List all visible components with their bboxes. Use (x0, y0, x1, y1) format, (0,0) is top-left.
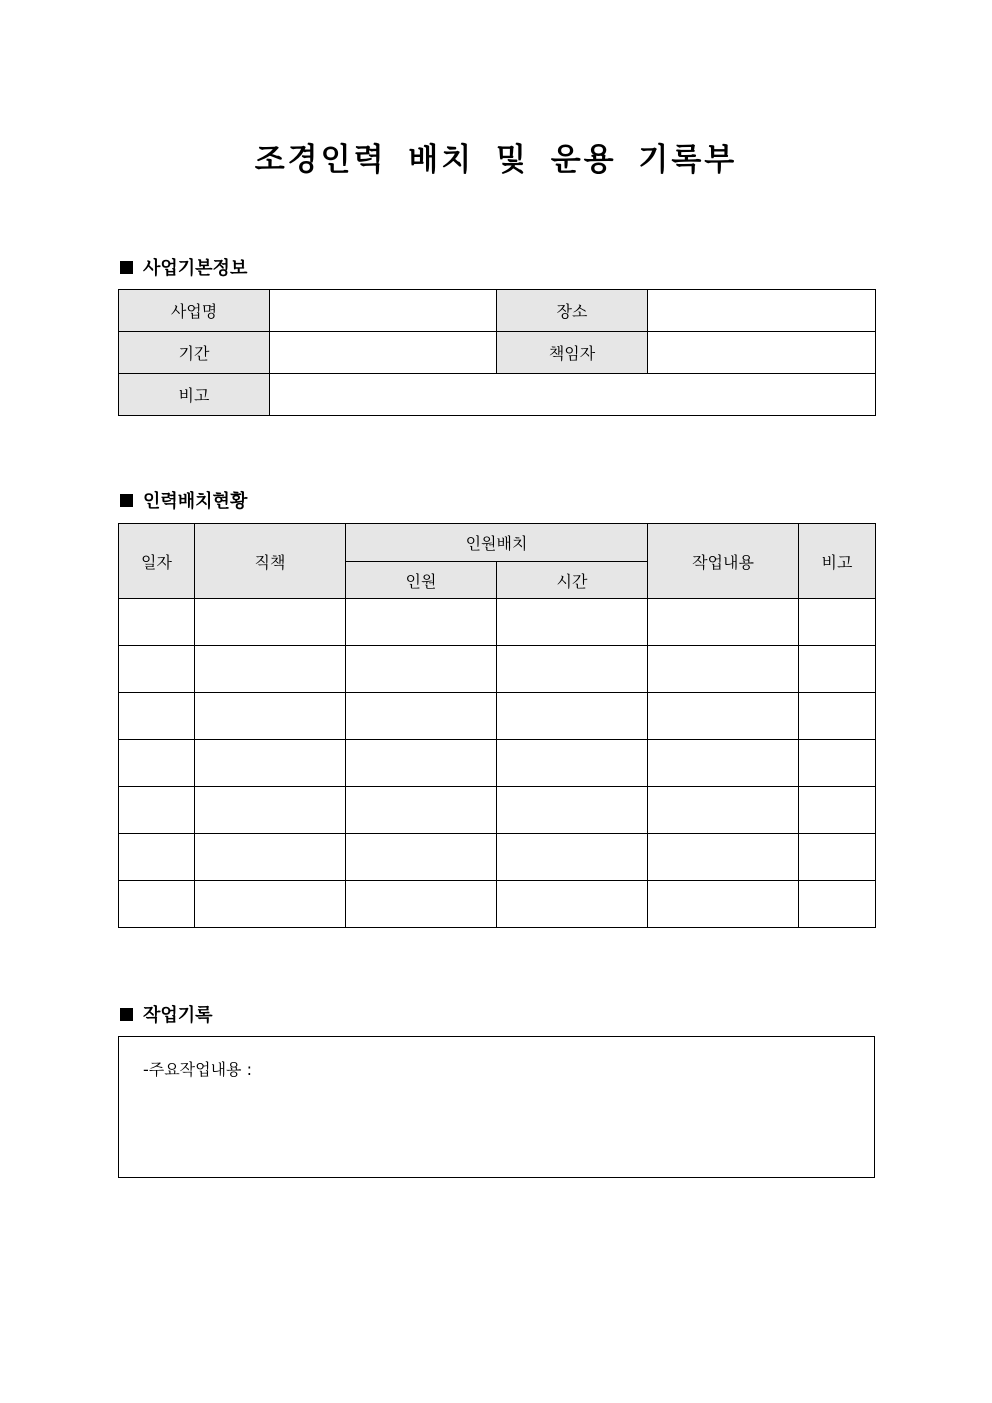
column-header-remarks: 비고 (799, 524, 876, 599)
remarks-field[interactable] (270, 374, 876, 416)
headcount-cell[interactable] (346, 787, 497, 834)
square-bullet-icon (120, 494, 133, 507)
position-cell[interactable] (195, 599, 346, 646)
column-header-date: 일자 (119, 524, 195, 599)
table-row (119, 374, 876, 416)
basic-info-table (118, 289, 876, 416)
remarks-cell[interactable] (799, 693, 876, 740)
headcount-cell[interactable] (346, 693, 497, 740)
column-header-position: 직책 (195, 524, 346, 599)
column-header-work-content: 작업내용 (648, 524, 799, 599)
work-content-cell[interactable] (648, 881, 799, 928)
position-cell[interactable] (195, 881, 346, 928)
table-row (119, 290, 876, 332)
column-header-assignment: 인원배치 (346, 524, 648, 562)
headcount-cell[interactable] (346, 599, 497, 646)
column-header-time: 시간 (497, 562, 648, 599)
time-cell[interactable] (497, 834, 648, 881)
remarks-cell[interactable] (799, 599, 876, 646)
section-heading-work-record (120, 1001, 213, 1027)
table-row (119, 787, 876, 834)
headcount-cell[interactable] (346, 881, 497, 928)
position-cell[interactable] (195, 787, 346, 834)
label-manager: 책임자 (497, 332, 648, 374)
label-project-name: 사업명 (119, 290, 270, 332)
remarks-cell[interactable] (799, 787, 876, 834)
project-name-field[interactable] (270, 290, 497, 332)
time-cell[interactable] (497, 693, 648, 740)
main-work-label: -주요작업내용 : (143, 1060, 252, 1079)
square-bullet-icon (120, 1008, 133, 1021)
work-content-cell[interactable] (648, 834, 799, 881)
headcount-cell[interactable] (346, 740, 497, 787)
time-cell[interactable] (497, 599, 648, 646)
square-bullet-icon (120, 261, 133, 274)
position-cell[interactable] (195, 834, 346, 881)
work-content-cell[interactable] (648, 599, 799, 646)
section-heading-staffing (120, 487, 247, 513)
remarks-cell[interactable] (799, 740, 876, 787)
table-row (119, 332, 876, 374)
label-period: 기간 (119, 332, 270, 374)
label-remarks: 비고 (119, 374, 270, 416)
column-header-headcount: 인원 (346, 562, 497, 599)
section-heading-label: 작업기록 (143, 1005, 213, 1026)
table-row (119, 834, 876, 881)
date-cell[interactable] (119, 599, 195, 646)
work-content-cell[interactable] (648, 693, 799, 740)
manager-field[interactable] (648, 332, 876, 374)
headcount-cell[interactable] (346, 646, 497, 693)
label-location: 장소 (497, 290, 648, 332)
headcount-cell[interactable] (346, 834, 497, 881)
table-row (119, 881, 876, 928)
date-cell[interactable] (119, 740, 195, 787)
work-record-box[interactable] (118, 1036, 875, 1178)
section-heading-basic-info (120, 254, 247, 280)
remarks-cell[interactable] (799, 881, 876, 928)
time-cell[interactable] (497, 740, 648, 787)
time-cell[interactable] (497, 787, 648, 834)
staffing-table (118, 523, 876, 928)
date-cell[interactable] (119, 646, 195, 693)
date-cell[interactable] (119, 787, 195, 834)
position-cell[interactable] (195, 646, 346, 693)
table-row (119, 599, 876, 646)
time-cell[interactable] (497, 881, 648, 928)
location-field[interactable] (648, 290, 876, 332)
time-cell[interactable] (497, 646, 648, 693)
table-row (119, 646, 876, 693)
page-title: 조경인력 배치 및 운용 기록부 (254, 142, 738, 178)
section-heading-label: 인력배치현황 (143, 491, 248, 512)
table-row (119, 693, 876, 740)
remarks-cell[interactable] (799, 646, 876, 693)
table-header-row (119, 524, 876, 562)
remarks-cell[interactable] (799, 834, 876, 881)
date-cell[interactable] (119, 881, 195, 928)
work-content-cell[interactable] (648, 646, 799, 693)
section-heading-label: 사업기본정보 (143, 258, 248, 279)
period-field[interactable] (270, 332, 497, 374)
position-cell[interactable] (195, 693, 346, 740)
date-cell[interactable] (119, 693, 195, 740)
work-content-cell[interactable] (648, 787, 799, 834)
work-content-cell[interactable] (648, 740, 799, 787)
position-cell[interactable] (195, 740, 346, 787)
table-row (119, 740, 876, 787)
date-cell[interactable] (119, 834, 195, 881)
